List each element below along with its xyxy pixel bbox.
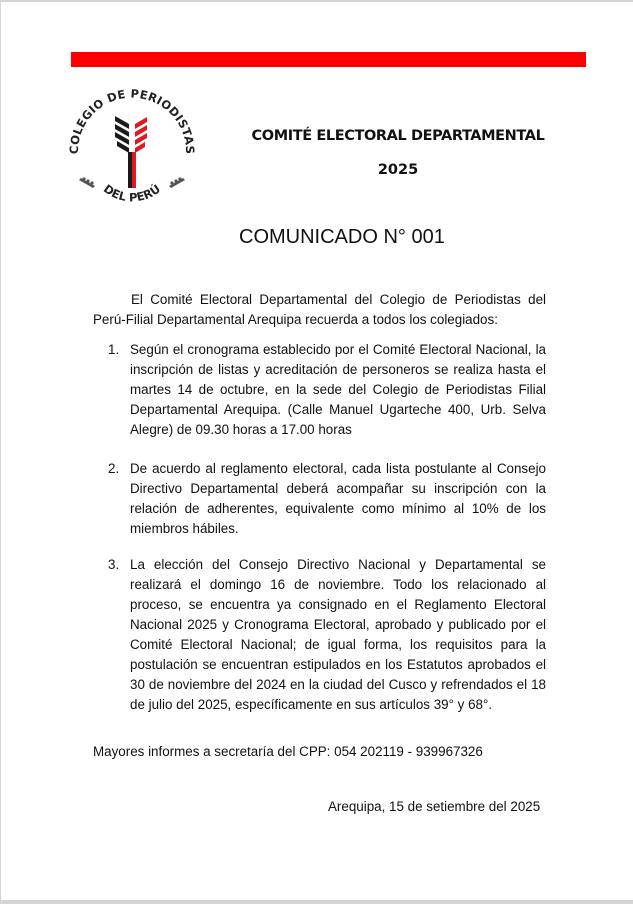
document-page	[1, 2, 633, 900]
list-item	[93, 340, 546, 440]
small-wheat-left-icon	[79, 177, 95, 188]
list-item	[93, 459, 546, 539]
list-item-text: La elección del Consejo Directivo Nacional y Departamental se realizará el domingo 16 de noviembre. Todo los relacionado al proceso, se encuentra ya consignado en el Reglamento Electoral Nacional 2025 y Cronograma Electoral, aprobado y publicado por el Comité Electoral Nacional; de igual forma, los requisitos para la postulación se encuentran estipulados en los Estatutos aprobados el 30 de noviembre del 2024 en la ciudad del Cusco y refrendados el 18 de julio del 2025, específicamente en sus artículos 39° y 68°.	[130, 557, 546, 712]
comunicado-title: COMUNICADO N° 001	[239, 226, 445, 248]
committee-title: COMITÉ ELECTORAL DEPARTAMENTAL	[251, 128, 545, 144]
cpp-logo-icon	[66, 86, 198, 212]
closing-date: Arequipa, 15 de setiembre del 2025	[328, 799, 541, 814]
logo-text-bottom: DEL PERÚ	[101, 181, 163, 205]
logo-text-top: COLEGIO DE PERIODISTAS	[66, 86, 198, 155]
intro-text: El Comité Electoral Departamental del Colegio de Periodistas del Perú-Filial Departamental Arequipa recuerda a todos los colegiados:	[93, 292, 546, 327]
small-wheat-right-icon	[169, 177, 185, 188]
header-red-bar	[71, 52, 586, 67]
wheat-emblem	[115, 116, 147, 188]
list-item-text: Según el cronograma establecido por el Comité Electoral Nacional, la inscripción de listas y acreditación de personeros se realiza hasta el martes 14 de octubre, en la sede del Colegio de Periodistas Filial Departamental Arequipa. (Calle Manuel Ugarteche 400, Urb. Selva Alegre) de 09.30 horas a 17.00 horas	[130, 342, 546, 437]
list-item-number: 1.	[108, 342, 120, 357]
intro-paragraph	[93, 290, 546, 330]
list-item-text: De acuerdo al reglamento electoral, cada lista postulante al Consejo Directivo Departamental deberá acompañar su inscripción con la relación de adherentes, equivalente como mínimo al 10% de los miembros hábiles.	[130, 461, 546, 536]
list-item	[93, 555, 546, 715]
list-item-number: 3.	[108, 557, 120, 572]
list-item-number: 2.	[108, 461, 120, 476]
contact-info: Mayores informes a secretaría del CPP: 054 202119 - 939967326	[93, 744, 483, 759]
committee-year: 2025	[377, 162, 419, 178]
